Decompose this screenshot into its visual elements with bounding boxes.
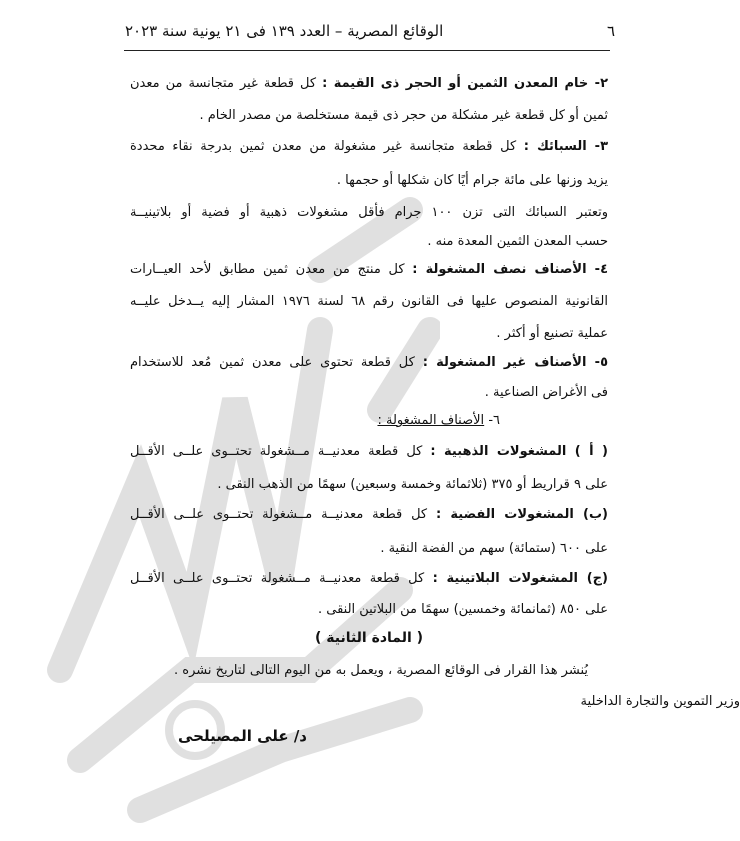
item3-text-3: وتعتبر السبائك التى تزن ١٠٠ جرام فأقل مشغولات ذهبية أو فضية أو بلاتينيــة	[130, 205, 608, 220]
item6-prefix: ٦-	[488, 413, 500, 428]
item6-gold-line1	[130, 442, 608, 462]
item6-silver-line1	[130, 505, 608, 525]
item3-text-1: كل قطعة متجانسة غير مشغولة من معدن ثمين بدرجة نقاء محددة	[130, 139, 517, 154]
article2-title: ( المادة الثانية )	[314, 630, 424, 646]
signatory-title: وزير التموين والتجارة الداخلية	[580, 694, 740, 709]
item6-heading	[377, 411, 500, 431]
item6-gold-text-2: على ٩ قراريط أو ٣٧٥ (ثلاثمائة وخمسة وسبعين) سهمًا من الذهب النقى .	[217, 477, 608, 492]
item6-platinum-line1	[130, 569, 608, 589]
item2-text-2: ثمين أو كل قطعة غير مشكلة من حجر ذى قيمة مستخلصة من مصدر الخام .	[199, 108, 608, 123]
item5-line1	[130, 353, 608, 373]
item4-text-1: كل منتج من معدن ثمين مطابق لأحد العيــارات	[130, 262, 405, 277]
item2-label: ٢- خام المعدن الثمين أو الحجر ذى القيمة :	[322, 76, 608, 91]
item6-platinum-label: (ج) المشغولات البلاتينية :	[432, 571, 608, 586]
item3-text-4: حسب المعدن الثمين المعدة منه .	[427, 234, 608, 249]
item5-text-1: كل قطعة تحتوى على معدن ثمين مُعد للاستخدام	[130, 355, 415, 370]
item4-text-2: القانونية المنصوص عليها فى القانون رقم ٦٨ لسنة ١٩٧٦ المشار إليه يــدخل عليــه	[130, 294, 609, 309]
item6-platinum-text-1: كل قطعة معدنيــة مــشغولة تحتــوى علــى الأقــل	[130, 571, 425, 586]
header-page-number: ٦	[606, 22, 615, 40]
item3-line1	[130, 137, 608, 157]
item5-text-2: فى الأغراض الصناعية .	[484, 385, 608, 400]
page-header	[125, 18, 615, 44]
item2-line1	[130, 74, 608, 94]
item6-silver-label: (ب) المشغولات الفضية :	[435, 507, 608, 522]
item4-label: ٤- الأصناف نصف المشغولة :	[412, 262, 608, 277]
item3-text-2: يزيد وزنها على مائة جرام أيًا كان شكلها أو حجمها .	[336, 173, 608, 188]
signatory-name: د/ على المصيلحى	[178, 727, 308, 745]
item6-silver-text-2: على ٦٠٠ (ستمائة) سهم من الفضة النقية .	[380, 541, 608, 556]
item3-label: ٣- السبائك :	[523, 139, 609, 154]
article2-text: يُنشر هذا القرار فى الوقائع المصرية ، ويعمل به من اليوم التالى لتاريخ نشره .	[174, 663, 588, 678]
item6-platinum-text-2: على ٨٥٠ (ثمانمائة وخمسين) سهمًا من البلاتين النقى .	[317, 602, 608, 617]
header-divider	[124, 50, 610, 51]
item4-text-3: عملية تصنيع أو أكثر .	[496, 326, 608, 341]
item6-gold-label: ( أ ) المشغولات الذهبية :	[430, 444, 608, 459]
item5-label: ٥- الأصناف غير المشغولة :	[422, 355, 608, 370]
item2-text-1: كل قطعة غير متجانسة من معدن	[130, 76, 317, 91]
item6-gold-text-1: كل قطعة معدنيــة مــشغولة تحتــوى علــى الأقــل	[130, 444, 423, 459]
item6-label: الأصناف المشغولة :	[377, 413, 485, 428]
item4-line1	[130, 260, 608, 280]
item6-silver-text-1: كل قطعة معدنيــة مــشغولة تحتــوى علــى الأقــل	[130, 507, 428, 522]
header-title: الوقائع المصرية – العدد ١٣٩ فى ٢١ يونية سنة ٢٠٢٣	[125, 22, 444, 40]
